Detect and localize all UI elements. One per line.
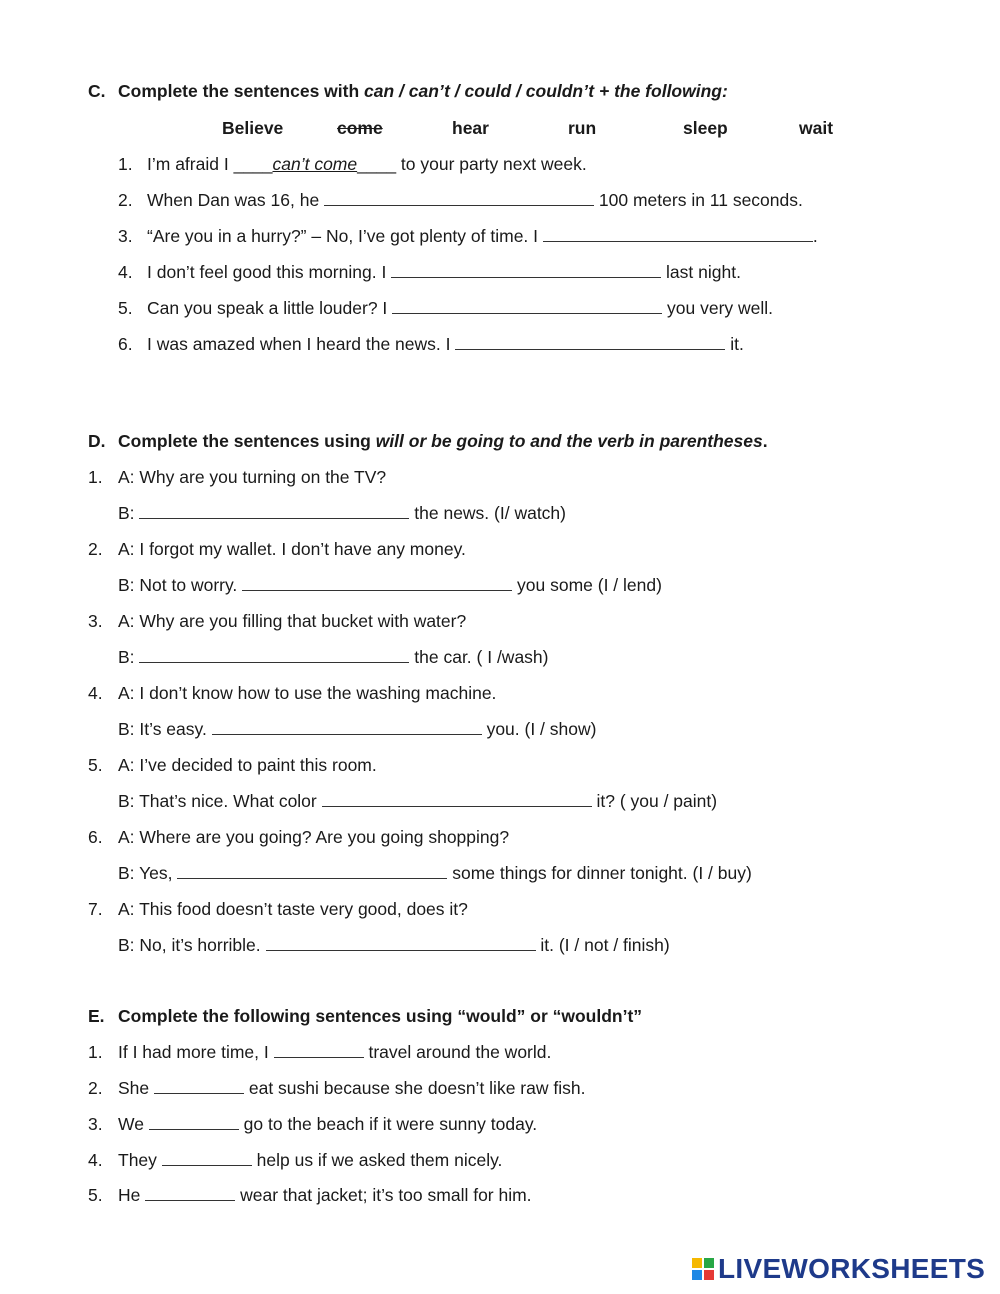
d-item-4-a: A: I don’t know how to use the washing machine. — [118, 683, 497, 703]
c-item-3: “Are you in a hurry?” – No, I’ve got plenty of time. I . — [147, 226, 818, 246]
section-e-title: Complete the following sentences using “would” or “wouldn’t” — [118, 1006, 643, 1026]
d-item-number: 1. — [88, 467, 103, 487]
e-item-number: 3. — [88, 1114, 103, 1134]
c-item-5-blank[interactable] — [392, 298, 662, 314]
d-item-number: 5. — [88, 755, 103, 775]
e-item-3-blank[interactable] — [149, 1114, 239, 1130]
d-item-number: 3. — [88, 611, 103, 631]
logo-tiles-icon — [692, 1258, 714, 1280]
c-item-1-answer: can’t come — [272, 154, 358, 174]
c-item-4: I don’t feel good this morning. I last night. — [147, 262, 741, 282]
d-item-2-blank[interactable] — [242, 575, 512, 591]
e-item-5: He wear that jacket; it’s too small for him. — [118, 1185, 532, 1205]
d-item-3-a: A: Why are you filling that bucket with water? — [118, 611, 467, 631]
word-bank-come: come — [337, 118, 383, 138]
e-item-2: She eat sushi because she doesn’t like raw fish. — [118, 1078, 586, 1098]
d-item-1-blank[interactable] — [139, 503, 409, 519]
d-item-5-a: A: I’ve decided to paint this room. — [118, 755, 377, 775]
word-bank-sleep: sleep — [683, 118, 728, 138]
c-item-1: I’m afraid I ____can’t come____ to your party next week. — [147, 154, 587, 174]
d-item-7-b: B: No, it’s horrible. it. (I / not / finish) — [118, 935, 670, 955]
d-item-3-blank[interactable] — [139, 647, 409, 663]
e-item-number: 5. — [88, 1185, 103, 1205]
e-item-3: We go to the beach if it were sunny today. — [118, 1114, 538, 1134]
c-item-6: I was amazed when I heard the news. I it. — [147, 334, 744, 354]
logo-tile — [692, 1258, 702, 1268]
d-item-2-a: A: I forgot my wallet. I don’t have any money. — [118, 539, 466, 559]
c-item-number: 1. — [118, 154, 133, 174]
d-item-5-blank[interactable] — [322, 791, 592, 807]
e-item-1: If I had more time, I travel around the world. — [118, 1042, 552, 1062]
logo-tile — [692, 1270, 702, 1280]
logo-text: LIVEWORKSHEETS — [718, 1253, 986, 1284]
e-item-number: 4. — [88, 1150, 103, 1170]
word-bank-wait: wait — [799, 118, 834, 138]
section-d-title: Complete the sentences using will or be going to and the verb in parentheses. — [118, 431, 768, 451]
c-item-number: 6. — [118, 334, 133, 354]
logo-tile — [704, 1270, 714, 1280]
section-c-title: Complete the sentences with can / can’t / could / couldn’t + the following: — [118, 81, 728, 101]
c-item-3-blank[interactable] — [543, 226, 813, 242]
d-item-number: 7. — [88, 899, 103, 919]
d-item-3-b: B: the car. ( I /wash) — [118, 647, 549, 667]
d-item-6-a: A: Where are you going? Are you going shopping? — [118, 827, 510, 847]
d-item-number: 4. — [88, 683, 103, 703]
d-item-7-blank[interactable] — [266, 935, 536, 951]
e-item-number: 1. — [88, 1042, 103, 1062]
d-item-number: 6. — [88, 827, 103, 847]
section-d-label: D. — [88, 431, 106, 451]
c-item-number: 3. — [118, 226, 133, 246]
d-item-6-blank[interactable] — [177, 863, 447, 879]
c-item-2: When Dan was 16, he 100 meters in 11 seconds. — [147, 190, 803, 210]
d-item-1-a: A: Why are you turning on the TV? — [118, 467, 387, 487]
d-item-6-b: B: Yes, some things for dinner tonight. (I / buy) — [118, 863, 752, 883]
d-item-7-a: A: This food doesn’t taste very good, does it? — [118, 899, 468, 919]
c-item-number: 5. — [118, 298, 133, 318]
e-item-number: 2. — [88, 1078, 103, 1098]
e-item-1-blank[interactable] — [274, 1042, 364, 1058]
word-bank-run: run — [568, 118, 597, 138]
d-item-2-b: B: Not to worry. you some (I / lend) — [118, 575, 662, 595]
d-item-1-b: B: the news. (I/ watch) — [118, 503, 566, 523]
d-item-5-b: B: That’s nice. What color it? ( you / paint) — [118, 791, 718, 811]
e-item-4-blank[interactable] — [162, 1150, 252, 1166]
d-item-number: 2. — [88, 539, 103, 559]
e-item-5-blank[interactable] — [145, 1185, 235, 1201]
c-item-5: Can you speak a little louder? I you very well. — [147, 298, 774, 318]
d-item-4-blank[interactable] — [212, 719, 482, 735]
section-c-label: C. — [88, 81, 106, 101]
c-item-number: 4. — [118, 262, 133, 282]
d-item-4-b: B: It’s easy. you. (I / show) — [118, 719, 597, 739]
logo-tile — [704, 1258, 714, 1268]
c-item-2-blank[interactable] — [324, 190, 594, 206]
liveworksheets-logo — [692, 1253, 985, 1285]
e-item-2-blank[interactable] — [154, 1078, 244, 1094]
word-bank-believe: Believe — [222, 118, 284, 138]
c-item-6-blank[interactable] — [455, 334, 725, 350]
c-item-number: 2. — [118, 190, 133, 210]
e-item-4: They help us if we asked them nicely. — [118, 1150, 503, 1170]
section-e-label: E. — [88, 1006, 105, 1026]
c-item-4-blank[interactable] — [391, 262, 661, 278]
word-bank-hear: hear — [452, 118, 489, 138]
